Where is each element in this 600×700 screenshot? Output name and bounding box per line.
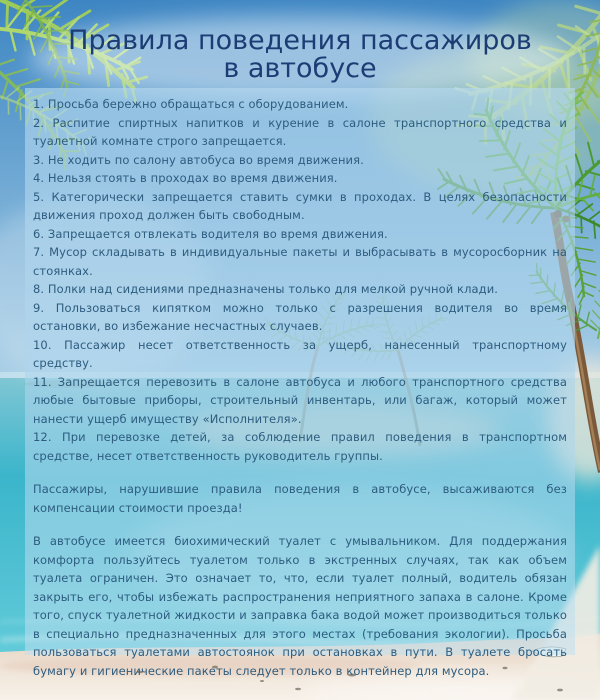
rule-item-5: 5. Категорически запрещается ставить сумки в проходах. В целях безопасности движения проход должен быть свободным. bbox=[33, 189, 567, 222]
rule-item-11: 11. Запрещается перевозить в салоне автобуса и любого транспортного средства любые бытовые приборы, строительный инвентарь, или багаж, который может нанести ущерб имуществу «Исполнителя». bbox=[33, 374, 567, 426]
rule-item-2: 2. Распитие спиртных напитков и курение в салоне транспортного средства и туалетной комнате строго запрещается. bbox=[33, 115, 567, 148]
rule-item-4: 4. Нельзя стоять в проходах во время движения. bbox=[33, 171, 338, 185]
warning-paragraph: Пассажиры, нарушившие правила поведения в автобусе, высаживаются без компенсации стоимости проезда! bbox=[33, 482, 567, 515]
page-title bbox=[0, 27, 600, 83]
rules-content bbox=[25, 88, 575, 678]
rule-item-7: 7. Мусор складывать в индивидуальные пакеты и выбрасывать в мусоросборник на стоянках. bbox=[33, 245, 567, 278]
rule-item-6: 6. Запрещается отвлекать водителя во время движения. bbox=[33, 226, 388, 241]
rule-item-9: 9. Пользоваться кипятком можно только с разрешения водителя во время остановки, во избежание несчастных случаев. bbox=[33, 300, 567, 333]
rule-item-10: 10. Пассажир несет ответственность за ущерб, нанесенный транспортному средству. bbox=[33, 337, 567, 370]
rule-item-3: 3. Не ходить по салону автобуса во время движения. bbox=[33, 152, 364, 167]
rule-item-1: 1. Просьба бережно обращаться с оборудованием. bbox=[33, 97, 349, 111]
toilet-info-paragraph: В автобусе имеется биохимический туалет с умывальником. Для поддержания комфорта пользуйтесь туалетом только в экстренных случаях, так как объем туалета ограничен. Это означает то, что, если туалет полный, водитель обязан закрыть его, чтобы избежать распространения неприятного запаха в салоне. Кроме того, спуск туалетной жидкости и заправка бака водой может производиться только в специально предназначенных для этого местах (требования экологии). Просьба пользоваться туалетами автостоянок при остановках в пути. В туалете бросать бумагу и гигиенические пакеты следует только в контейнер для мусора. bbox=[33, 534, 567, 678]
page-title-line1: Правила поведения пассажиров bbox=[68, 25, 532, 56]
rule-item-8: 8. Полки над сидениями предназначены только для мелкой ручной клади. bbox=[33, 282, 499, 296]
rule-item-12: 12. При перевозке детей, за соблюдение правил поведения в транспортном средстве, несет ответственность руководитель группы. bbox=[33, 430, 567, 463]
page-title-line2: в автобусе bbox=[223, 53, 377, 84]
